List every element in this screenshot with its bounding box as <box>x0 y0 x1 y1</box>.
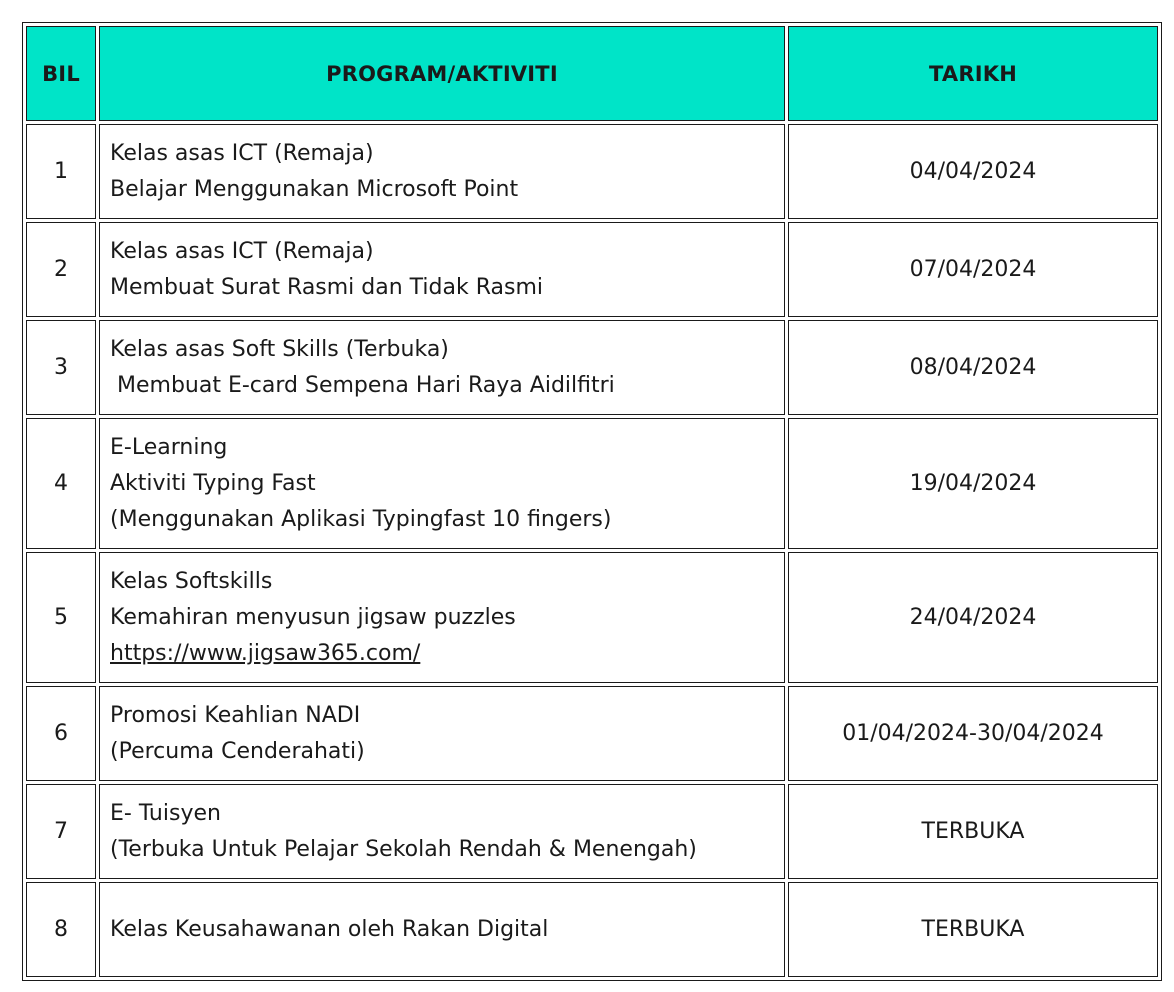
program-cell <box>99 124 785 219</box>
program-detail: Membuat Surat Rasmi dan Tidak Rasmi <box>110 274 544 300</box>
jigsaw-link[interactable]: https://www.jigsaw365.com/ <box>110 640 421 666</box>
program-cell <box>99 418 785 549</box>
table-row <box>26 784 1158 879</box>
program-cell <box>99 784 785 879</box>
date-cell: 04/04/2024 <box>788 124 1158 219</box>
row-number: 8 <box>26 882 96 977</box>
activity-schedule-table <box>22 22 1162 981</box>
program-detail: Membuat E-card Sempena Hari Raya Aidilfitri <box>110 372 615 398</box>
program-title: Kelas Softskills <box>110 568 273 594</box>
program-cell <box>99 882 785 977</box>
program-cell <box>99 222 785 317</box>
table-row <box>26 222 1158 317</box>
row-number: 6 <box>26 686 96 781</box>
table-row <box>26 686 1158 781</box>
program-title: Kelas asas Soft Skills (Terbuka) <box>110 336 449 362</box>
date-cell: TERBUKA <box>788 784 1158 879</box>
program-detail: (Terbuka Untuk Pelajar Sekolah Rendah & Menengah) <box>110 836 697 862</box>
row-number: 7 <box>26 784 96 879</box>
row-number: 5 <box>26 552 96 683</box>
program-title: E- Tuisyen <box>110 800 221 826</box>
table-row <box>26 320 1158 415</box>
row-number: 4 <box>26 418 96 549</box>
program-cell <box>99 320 785 415</box>
table-row <box>26 418 1158 549</box>
program-title: E-Learning <box>110 434 228 460</box>
row-number: 1 <box>26 124 96 219</box>
program-cell <box>99 552 785 683</box>
program-title: Kelas asas ICT (Remaja) <box>110 140 374 166</box>
header-tarikh: TARIKH <box>788 26 1158 121</box>
table-header-row <box>26 26 1158 121</box>
program-detail: (Percuma Cenderahati) <box>110 738 365 764</box>
row-number: 3 <box>26 320 96 415</box>
table-row <box>26 124 1158 219</box>
program-note: (Menggunakan Aplikasi Typingfast 10 fingers) <box>110 506 612 532</box>
date-cell: 01/04/2024-30/04/2024 <box>788 686 1158 781</box>
date-cell: TERBUKA <box>788 882 1158 977</box>
header-program: PROGRAM/AKTIVITI <box>99 26 785 121</box>
program-title: Promosi Keahlian NADI <box>110 702 361 728</box>
table-row <box>26 882 1158 977</box>
date-cell: 19/04/2024 <box>788 418 1158 549</box>
program-detail: Aktiviti Typing Fast <box>110 470 316 496</box>
row-number: 2 <box>26 222 96 317</box>
header-bil: BIL <box>26 26 96 121</box>
date-cell: 08/04/2024 <box>788 320 1158 415</box>
program-title: Kelas asas ICT (Remaja) <box>110 238 374 264</box>
program-cell <box>99 686 785 781</box>
date-cell: 24/04/2024 <box>788 552 1158 683</box>
program-title: Kelas Keusahawanan oleh Rakan Digital <box>110 916 549 942</box>
program-detail: Kemahiran menyusun jigsaw puzzles <box>110 604 516 630</box>
date-cell: 07/04/2024 <box>788 222 1158 317</box>
program-detail: Belajar Menggunakan Microsoft Point <box>110 176 519 202</box>
table-row <box>26 552 1158 683</box>
